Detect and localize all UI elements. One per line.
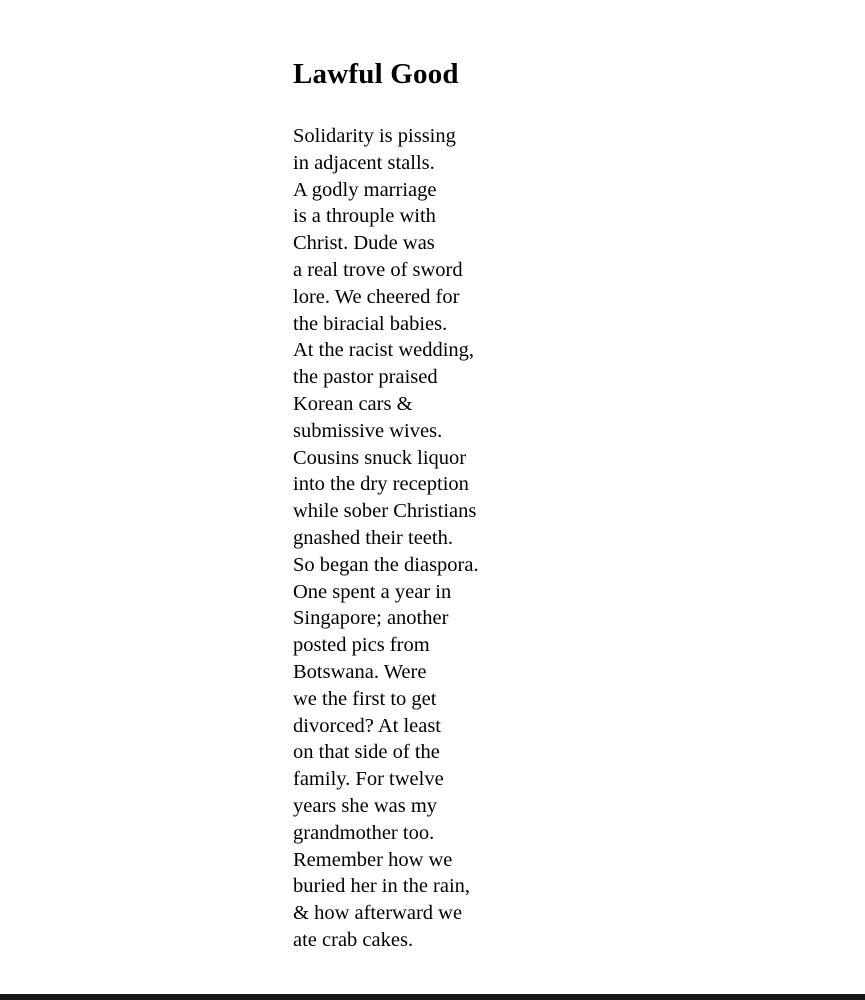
poem-line: Botswana. Were [293,660,427,683]
poem-line: A godly marriage [293,178,437,201]
poem-line: years she was my [293,794,438,817]
poem-line: on that side of the [293,741,440,764]
poem-line: posted pics from [293,634,430,657]
poem-line: ate crab cakes. [293,928,414,951]
poem-line: into the dry reception [293,473,469,496]
poem-line: Christ. Dude was [293,232,435,255]
poem-line: submissive wives. [293,419,443,442]
poem-line: is a throuple with [293,205,436,228]
poem-line: lore. We cheered for [293,285,460,308]
poem-line: divorced? At least [293,714,442,737]
poem-line: Remember how we [293,848,453,871]
poem-line: At the racist wedding, [293,339,475,362]
poem-line: the biracial babies. [293,312,448,335]
poem-line: family. For twelve [293,768,444,791]
poem-line: gnashed their teeth. [293,526,453,549]
poem-line: buried her in the rain, [293,875,471,898]
poem-line: So began the diaspora. [293,553,479,576]
poem-line: we the first to get [293,687,437,710]
poem-line: Solidarity is pissing [293,125,456,147]
poem-line: Cousins snuck liquor [293,446,467,469]
poem-line: in adjacent stalls. [293,151,435,174]
poem-title: Lawful Good [293,58,459,90]
poem-line: Singapore; another [293,607,449,630]
poem-line: & how afterward we [293,902,463,925]
poem-body [293,123,865,954]
poem-line: grandmother too. [293,821,435,844]
poem-line: a real trove of sword [293,258,463,281]
poem-line: while sober Christians [293,500,477,523]
poem-line: the pastor praised [293,366,438,389]
poem-line: Korean cars & [293,392,413,415]
bottom-edge-bar [0,994,865,1000]
poem-line: One spent a year in [293,580,452,603]
